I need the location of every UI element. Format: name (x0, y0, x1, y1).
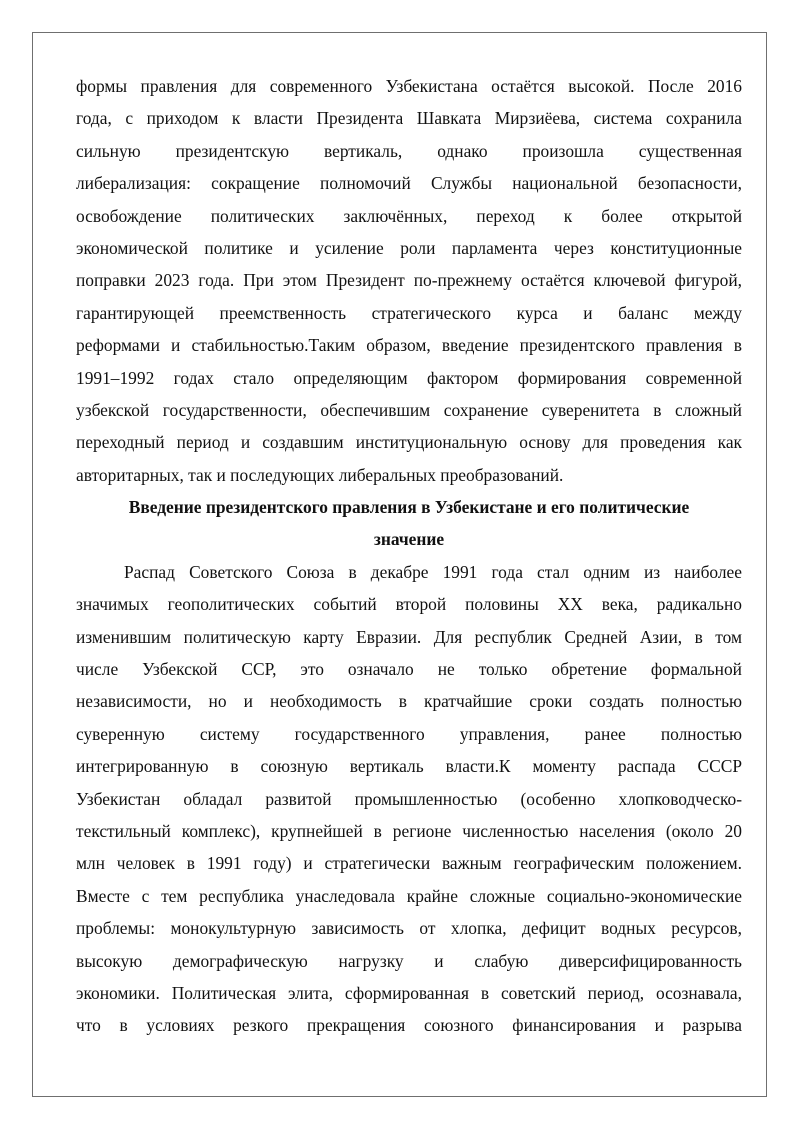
text-line: переходный период и создавшим институциональную основу для проведения как (76, 432, 742, 453)
text-line: года, с приходом к власти Президента Шавката Мирзиёева, система сохранила (76, 108, 742, 129)
text-line: поправки 2023 года. При этом Президент по-прежнему остаётся ключевой фигурой, (76, 270, 742, 291)
text-line: формы правления для современного Узбекистана остаётся высокой. После 2016 (76, 76, 742, 96)
text-line: реформами и стабильностью.Таким образом, введение президентского правления в (76, 335, 742, 356)
document-body (76, 70, 742, 1042)
paragraph-2 (76, 556, 742, 1042)
text-line: 1991–1992 годах стало определяющим фактором формирования современной (76, 367, 742, 388)
text-line: освобождение политических заключённых, переход к более открытой (76, 205, 742, 226)
text-line: млн человек в 1991 году) и стратегически важным географическим положением. (76, 853, 742, 874)
text-line: узбекской государственности, обеспечившим сохранение суверенитета в сложный (76, 399, 742, 420)
text-line: независимости, но и необходимость в кратчайшие сроки создать полностью (76, 691, 742, 712)
text-line: интегрированную в союзную вертикаль власти.К моменту распада СССР (76, 756, 742, 777)
text-line: что в условиях резкого прекращения союзного финансирования и разрыва (76, 1015, 742, 1036)
text-line: числе Узбекской ССР, это означало не только обретение формальной (76, 659, 742, 680)
text-line: высокую демографическую нагрузку и слабую диверсифицированность (76, 950, 742, 971)
text-line: суверенную систему государственного управления, ранее полностью (76, 723, 742, 744)
text-line: экономической политике и усиление роли парламента через конституционные (76, 237, 742, 258)
text-line: либерализация: сокращение полномочий Службы национальной безопасности, (76, 173, 742, 194)
heading-line: значение (373, 529, 445, 550)
text-line: Вместе с тем республика унаследовала крайне сложные социально-экономические (76, 885, 742, 906)
text-line: текстильный комплекс), крупнейшей в регионе численностью населения (около 20 (76, 820, 742, 841)
text-line: экономики. Политическая элита, сформированная в советский период, осознавала, (76, 982, 742, 1003)
text-line: значимых геополитических событий второй половины XX века, радикально (76, 594, 742, 615)
text-line: Узбекистан обладал развитой промышленностью (особенно хлопководческо- (76, 788, 742, 809)
heading-line: Введение президентского правления в Узбекистане и его политические (128, 497, 690, 518)
text-line: Распад Советского Союза в декабре 1991 года стал одним из наиболее (124, 561, 742, 582)
paragraph-1 (76, 70, 742, 491)
text-line: изменившим политическую карту Евразии. Для республик Средней Азии, в том (76, 626, 742, 647)
text-line: сильную президентскую вертикаль, однако произошла существенная (76, 140, 742, 161)
text-line: авторитарных, так и последующих либеральных преобразований. (76, 464, 564, 485)
text-line: проблемы: монокультурную зависимость от хлопка, дефицит водных ресурсов, (76, 918, 742, 939)
section-heading (76, 491, 742, 556)
text-line: гарантирующей преемственность стратегического курса и баланс между (76, 302, 742, 323)
